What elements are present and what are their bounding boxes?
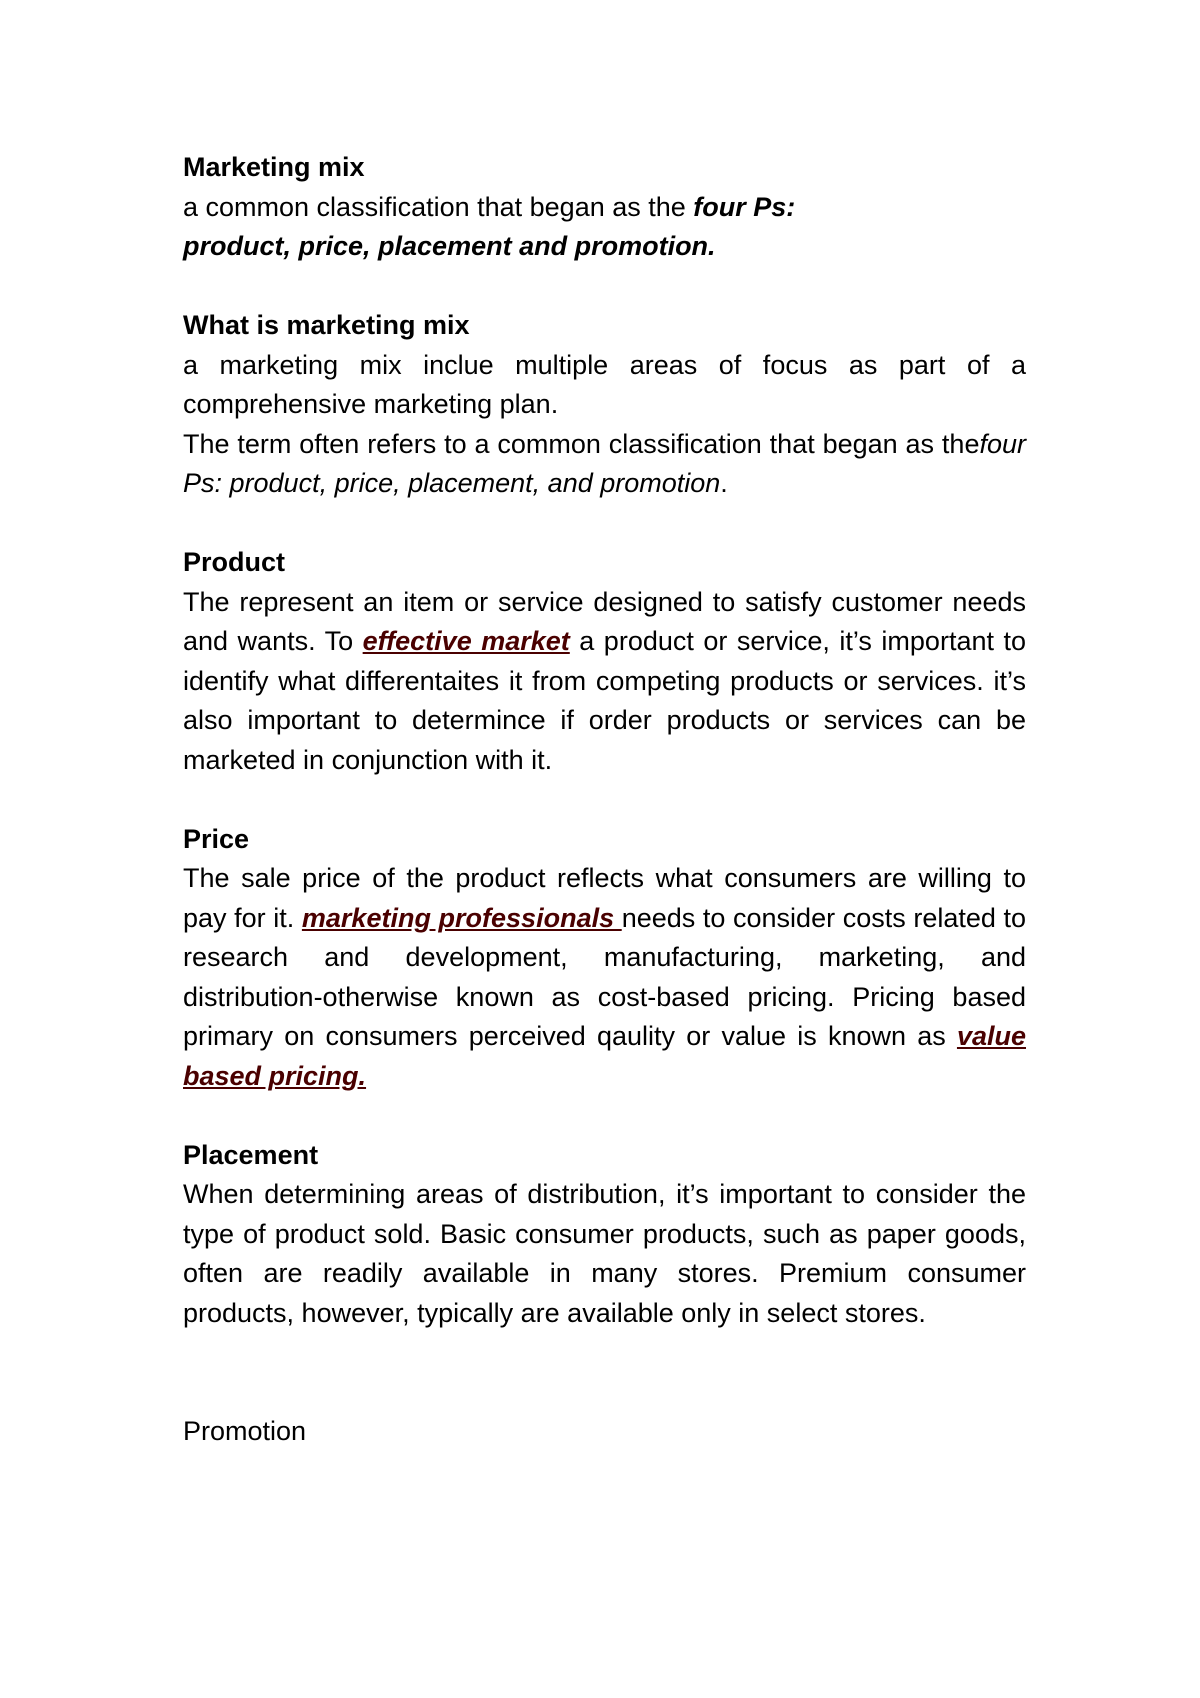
marketing-professionals-emphasis: marketing professionals [301,902,622,933]
product-paragraph [183,583,1026,781]
heading-price: Price [183,823,250,854]
marketing-mix-line-1 [183,188,1026,228]
marketing-mix-line-2: product, price, placement and promotion. [183,231,716,261]
heading-product: Product [183,547,286,577]
value-based-pricing-emphasis: value based pricing. [183,1021,1026,1091]
what-is-paragraph-2-text: The term often refers to a common classification that began as the [183,428,980,459]
product-text-b: a product or service, it’s important to identify what differentaites it from competing products or services. it’s also important to determince if order products or services can be marketed in conjunction with it. [183,626,1027,775]
price-text-b: needs to consider costs related to research and development, manufacturing, marketing, and distribution-otherwise known as cost-based pricing. Pricing based primary on consumers perceived qaulity or value is known as [183,902,1027,1051]
price-paragraph [183,859,1026,1096]
heading-placement: Placement [183,1139,319,1170]
what-is-paragraph-2-end: . [720,468,728,498]
document-page [183,148,1026,1452]
price-text-a: The sale price of the product reflects what consumers are willing to pay for it. [183,863,1026,933]
marketing-mix-line-1-text: a common classification that began as the [183,191,694,222]
heading-marketing-mix: Marketing mix [183,152,365,182]
four-ps-emphasis: four Ps: [693,191,796,222]
placement-paragraph: When determining areas of distribution, it’s important to consider the type of product sold. Basic consumer products, such as paper goods, often are readily available in many stores. Premium consumer products, however, typically are available only in select stores. [183,1179,1026,1328]
heading-promotion: Promotion [183,1416,307,1446]
effective-market-emphasis: effective market [362,626,570,656]
heading-what-is-marketing-mix: What is marketing mix [183,310,470,340]
what-is-paragraph-2 [183,425,1026,504]
four-ps-italic: four Ps: product, price, placement, and promotion [183,428,1026,498]
what-is-paragraph-1: a marketing mix inclue multiple areas of focus as part of a comprehensive marketing plan. [183,349,1026,419]
product-text-a: The represent an item or service designed to satisfy customer needs and wants. To [183,586,1026,656]
